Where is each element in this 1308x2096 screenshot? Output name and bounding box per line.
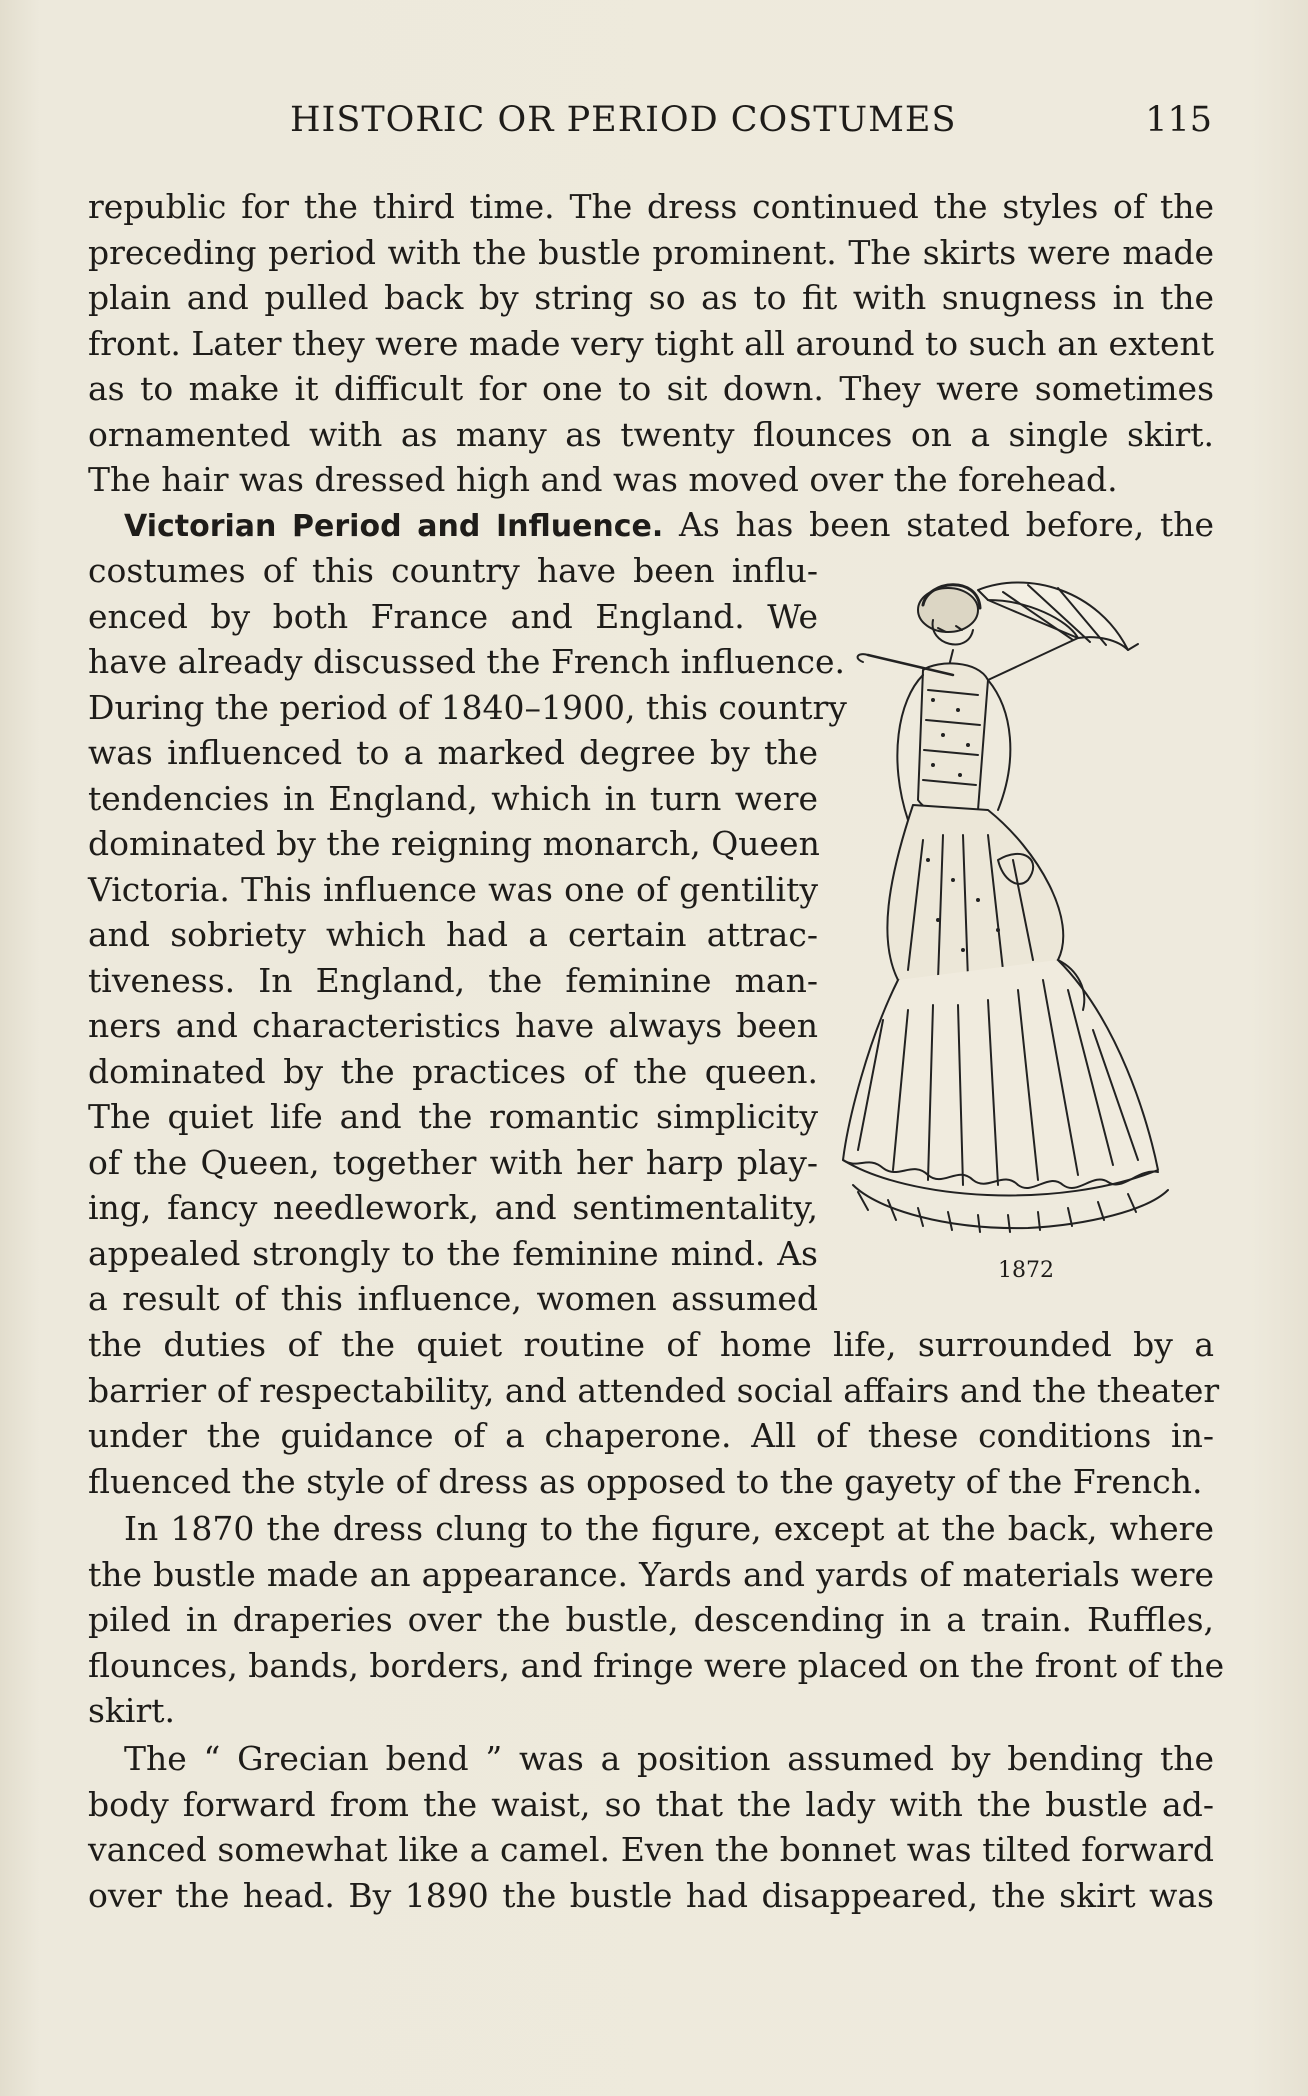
text-line: and sobriety which had a certain attrac- <box>88 915 818 954</box>
paragraph-2-narrow <box>88 548 847 1322</box>
text-line: flounces, bands, borders, and fringe were placed on the front of the <box>88 1645 1225 1685</box>
text-line: plain and pulled back by string so as to fit with snugness in the <box>88 278 1214 317</box>
page-header <box>90 100 1212 150</box>
text-line: piled in draperies over the bustle, descending in a train. Ruffles, <box>88 1600 1214 1639</box>
paragraph-1 <box>88 184 1214 503</box>
text-line: costumes of this country have been influ- <box>88 551 818 590</box>
text-line: a result of this influence, women assumed <box>88 1279 818 1318</box>
text-line: republic for the third time. The dress continued the styles of the <box>88 187 1214 226</box>
text-line: have already discussed the French influence. <box>88 642 845 681</box>
paragraph-4 <box>88 1736 1214 1918</box>
paragraph-3 <box>88 1506 1225 1734</box>
text-line: fluenced the style of dress as opposed to the gayety of the French. <box>88 1461 1203 1501</box>
text-line: vanced somewhat like a camel. Even the bonnet was tilted forward <box>88 1830 1214 1869</box>
text-line: enced by both France and England. We <box>88 596 818 636</box>
text-line: Victoria. This influence was one of gentility <box>88 869 818 909</box>
text-line: the bustle made an appearance. Yards and yards of materials were <box>88 1554 1214 1594</box>
text-line: ing, fancy needlework, and sentimentality, <box>88 1188 818 1227</box>
text-line: The quiet life and the romantic simplicity <box>88 1097 818 1136</box>
text-line: dominated by the practices of the queen. <box>88 1051 818 1091</box>
running-head: HISTORIC OR PERIOD COSTUMES <box>290 100 957 140</box>
figure-caption: 1872 <box>998 1258 1054 1283</box>
text-line: The hair was dressed high and was moved over the forehead. <box>88 460 1118 499</box>
paragraph-2-first-line <box>88 502 1214 550</box>
lady-figure-icon <box>828 560 1208 1250</box>
text-line: ornamented with as many as twenty flounces on a single skirt. <box>88 414 1214 454</box>
victorian-lady-with-parasol-illustration <box>828 560 1208 1280</box>
text-line: During the period of 1840–1900, this country <box>88 687 847 727</box>
paragraph-2-wide <box>88 1322 1220 1504</box>
text-line: dominated by the reigning monarch, Queen <box>88 824 820 863</box>
text-line: front. Later they were made very tight all around to such an extent <box>88 323 1214 363</box>
section-heading: Victorian Period and Influence. <box>124 509 664 544</box>
page-number: 115 <box>1145 100 1212 140</box>
text-line: appealed strongly to the feminine mind. As <box>88 1233 818 1273</box>
text-line: barrier of respectability, and attended social affairs and the theater <box>88 1370 1220 1410</box>
text-line: The “ Grecian bend ” was a position assumed by bending the <box>124 1739 1214 1778</box>
text-line <box>88 502 1214 550</box>
text-line: tendencies in England, which in turn were <box>88 778 818 818</box>
text-line: In 1870 the dress clung to the figure, except at the back, where <box>124 1509 1214 1548</box>
text-line-rest: As has been stated before, the <box>679 505 1215 544</box>
text-line: as to make it difficult for one to sit down. They were sometimes <box>88 369 1214 408</box>
text-line: skirt. <box>88 1691 176 1730</box>
text-line: body forward from the waist, so that the lady with the bustle ad- <box>88 1784 1214 1824</box>
text-line: was influenced to a marked degree by the <box>88 733 818 772</box>
text-line: preceding period with the bustle prominent. The skirts were made <box>88 232 1214 272</box>
text-line: of the Queen, together with her harp play- <box>88 1142 818 1182</box>
text-line: over the head. By 1890 the bustle had disappeared, the skirt was <box>88 1875 1214 1915</box>
text-line: the duties of the quiet routine of home life, surrounded by a <box>88 1325 1214 1364</box>
text-line: tiveness. In England, the feminine man- <box>88 960 818 1000</box>
text-line: under the guidance of a chaperone. All of these conditions in- <box>88 1416 1214 1455</box>
text-line: ners and characteristics have always been <box>88 1006 818 1045</box>
